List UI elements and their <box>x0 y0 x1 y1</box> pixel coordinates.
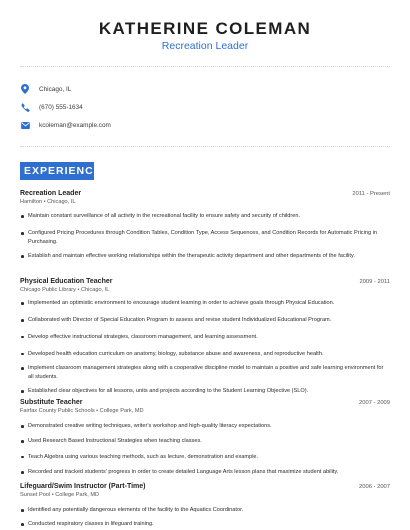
job-entry-org: Hamilton • Chicago, IL <box>20 199 76 205</box>
contact-divider <box>20 146 390 147</box>
phone-icon <box>20 102 30 112</box>
job-entry-title: Recreation Leader <box>20 190 82 197</box>
bullet-item: Implemented an optimistic environment to encourage student learning in order to achieve goals through Physical Education. <box>20 299 388 307</box>
map-pin-icon <box>20 84 30 94</box>
bullet-item: Configured Pricing Procedures through Condition Tables, Condition Type, Access Sequences, and Condition Records for Automatic Pricing in Purchasing. <box>20 229 388 246</box>
bullet-item: Identified any potentially dangerous elements of the facility to the Aquatics Coordinator. <box>20 506 388 514</box>
job-entry <box>20 399 390 414</box>
job-entry <box>20 190 390 205</box>
job-bullets <box>20 212 388 261</box>
bullet-item: Implement classroom management strategies along with a cooperative discipline model to maintain a positive and safe learning environment for all students. <box>20 364 388 381</box>
bullet-item: Collaborated with Director of Special Education Program to assess and revise student Individualized Educational Program. <box>20 316 388 324</box>
job-entry-dates: 2007 - 2009 <box>359 400 390 406</box>
bullet-item: Establish and maintain effective working relationships within the therapeutic activity department and other departments of the facility. <box>20 252 388 260</box>
job-bullets <box>20 299 388 395</box>
bullet-item: Develop effective instructional strategies, classroom management, and learning assessment. <box>20 333 388 341</box>
contact-email-text: kcoleman@example.com <box>39 121 111 129</box>
candidate-name: KATHERINE COLEMAN <box>98 19 312 38</box>
bullet-item: Recorded and tracked students' progress in order to create detailed Language Arts lesson plans that maximize student ability. <box>20 468 388 476</box>
bullet-item: Demonstrated creative writing techniques, writer's workshop and high-quality literacy expectations. <box>20 422 388 430</box>
bullet-item: Established clear objectives for all lessons, units and projects according to the Student Learning Objective (SLO). <box>20 387 388 395</box>
job-bullets <box>20 506 388 529</box>
job-entry <box>20 278 390 293</box>
job-entry-dates: 2011 - Present <box>352 191 390 197</box>
job-entry-title: Physical Education Teacher <box>20 278 113 285</box>
contact-phone <box>20 101 83 113</box>
job-entry-org: Chicago Public Library • Chicago, IL <box>20 287 110 293</box>
job-entry-org: Sunset Pool • College Park, MD <box>20 492 100 498</box>
envelope-icon <box>20 120 30 130</box>
job-title: Recreation Leader <box>161 40 249 52</box>
contact-phone-text: (670) 555-1634 <box>39 103 83 111</box>
experience-heading: EXPERIENCE <box>24 165 102 177</box>
bullet-item: Used Research Based Instructional Strategies when teaching classes. <box>20 437 388 445</box>
job-entry-title: Substitute Teacher <box>20 399 83 406</box>
job-bullets <box>20 422 388 477</box>
bullet-item: Conducted respiratory classes in lifeguard training. <box>20 520 388 528</box>
contact-location-text: Chicago, IL <box>39 85 72 93</box>
job-entry-dates: 2006 - 2007 <box>359 484 390 490</box>
job-entry-org: Fairfax County Public Schools • College Park, MD <box>20 408 144 414</box>
job-entry <box>20 483 390 498</box>
bullet-item: Teach Algebra using various teaching methods, such as lecture, demonstration and example. <box>20 453 388 461</box>
bullet-item: Maintain constant surveillance of all activity in the recreational facility to ensure safety and security of children. <box>20 212 388 220</box>
job-entry-dates: 2009 - 2011 <box>359 279 390 285</box>
header-divider <box>20 66 390 67</box>
bullet-item: Developed health education curriculum on anatomy, biology, substance abuse and awareness, and reproductive health. <box>20 350 388 358</box>
job-entry-title: Lifeguard/Swim Instructor (Part-Time) <box>20 483 146 490</box>
contact-email <box>20 119 111 131</box>
contact-location <box>20 83 71 95</box>
